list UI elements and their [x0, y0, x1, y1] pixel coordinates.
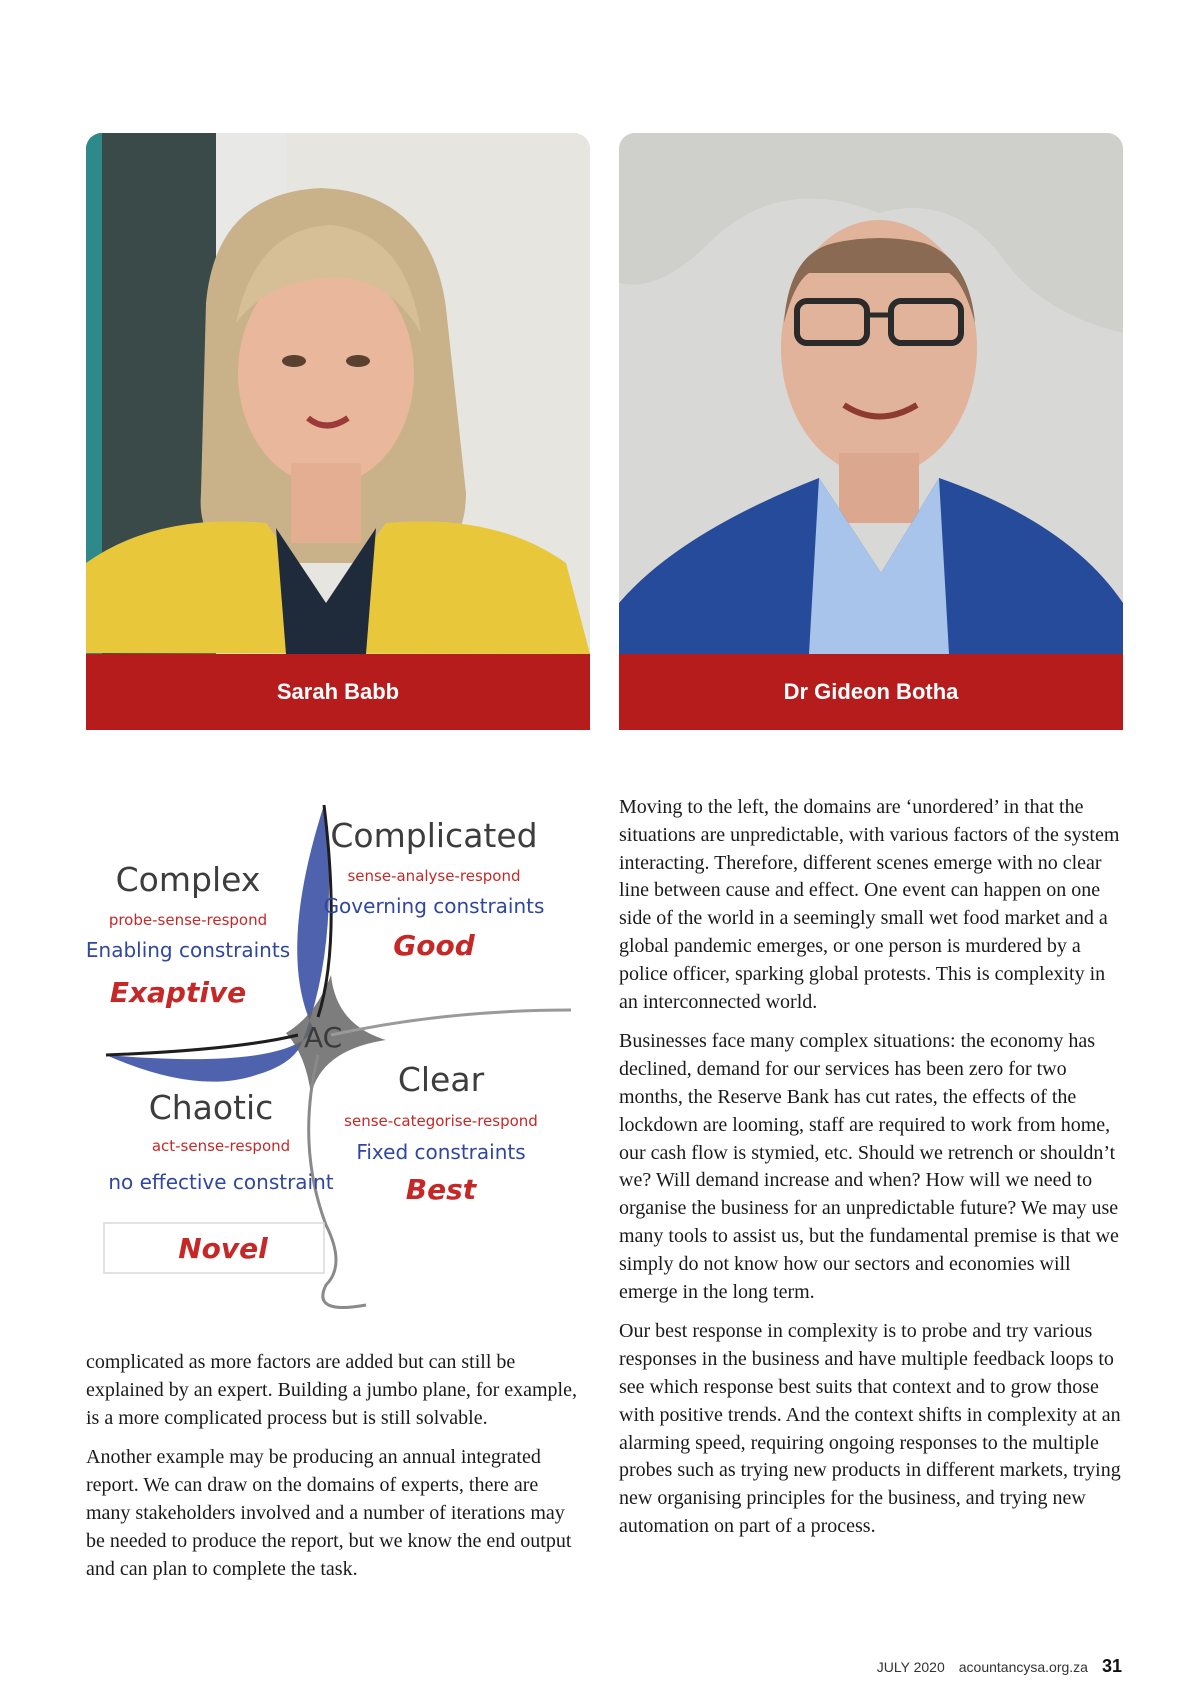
complicated-approach: sense-analyse-respond	[347, 867, 521, 885]
portrait-photo	[86, 133, 590, 654]
divider-left	[106, 1035, 298, 1055]
portrait-photo	[619, 133, 1123, 654]
paragraph: Moving to the left, the domains are ‘unordered’ in that the situations are unpredictable, with various factors of the system interacting. Therefore, different scenes emerge with no clear line between cause and effect. One event can happen on one side of the world in a seemingly small wet food market and a global pandemic emerges, or one person is murdered by a police officer, sparking global protests. This is complexity in an interconnected world.	[619, 796, 1120, 1013]
clear-constraint: Fixed constraints	[356, 1140, 526, 1164]
complicated-title: Complicated	[330, 816, 538, 855]
complex-constraint: Enabling constraints	[86, 938, 291, 962]
complex-practice: Exaptive	[109, 976, 247, 1009]
website: acountancysa.org.za	[958, 1659, 1088, 1675]
complex-approach: probe-sense-respond	[108, 911, 268, 929]
complicated-constraint: Governing constraints	[323, 894, 545, 918]
name-bar: Dr Gideon Botha	[619, 654, 1123, 730]
chaotic-constraint: no effective constraint	[108, 1170, 334, 1194]
cynefin-diagram	[86, 795, 586, 1325]
chaotic-practice: Novel	[178, 1232, 268, 1265]
page-footer	[877, 1656, 1122, 1677]
clear-title: Clear	[397, 1060, 485, 1099]
center-label: AC	[304, 1021, 343, 1054]
left-text-column	[86, 1349, 586, 1595]
divider-right	[331, 1010, 571, 1035]
paragraph: Our best response in complexity is to probe and try various responses in the business and have multiple feedback loops to see which response best suits that context and to grow those with positive trends. And the context shifts in complexity at an alarming speed, requiring ongoing responses to the multiple probes such as trying new products in different markets, trying new organising principles for the business, and trying new automation on part of a process.	[619, 1320, 1121, 1537]
paragraph: Businesses face many complex situations: the economy has declined, demand for our services has been zero for two months, the Reserve Bank has cut rates, the effects of the lockdown are looming, staff are required to work from home, our cash flow is stymied, etc. Should we retrench or shouldn’t we? Will demand increase and when? How will we need to organise the business for an unpredictable future? We may use many tools to assist us, but the fundamental premise is that we simply do not know how our sectors and economies will emerge in the long term.	[619, 1030, 1119, 1303]
clear-practice: Best	[405, 1173, 477, 1206]
page-number: 31	[1101, 1656, 1122, 1676]
complicated-practice: Good	[393, 929, 475, 962]
clear-approach: sense-categorise-respond	[344, 1112, 538, 1130]
complex-title: Complex	[115, 860, 261, 899]
right-text-column	[619, 794, 1124, 1553]
chaotic-approach: act-sense-respond	[151, 1137, 291, 1155]
chaotic-title: Chaotic	[148, 1088, 274, 1127]
paragraph: Another example may be producing an annual integrated report. We can draw on the domains of experts, there are many stakeholders involved and a number of iterations may be needed to produce the report, but we know the end output and can plan to complete the task.	[86, 1446, 572, 1580]
paragraph: complicated as more factors are added but can still be explained by an expert. Building a jumbo plane, for example, is a more complicated process but is still solvable.	[86, 1351, 577, 1429]
profile-card-gideon	[619, 133, 1123, 730]
name-bar: Sarah Babb	[86, 654, 590, 730]
profile-card-sarah	[86, 133, 590, 730]
issue-date: JULY 2020	[876, 1659, 945, 1675]
